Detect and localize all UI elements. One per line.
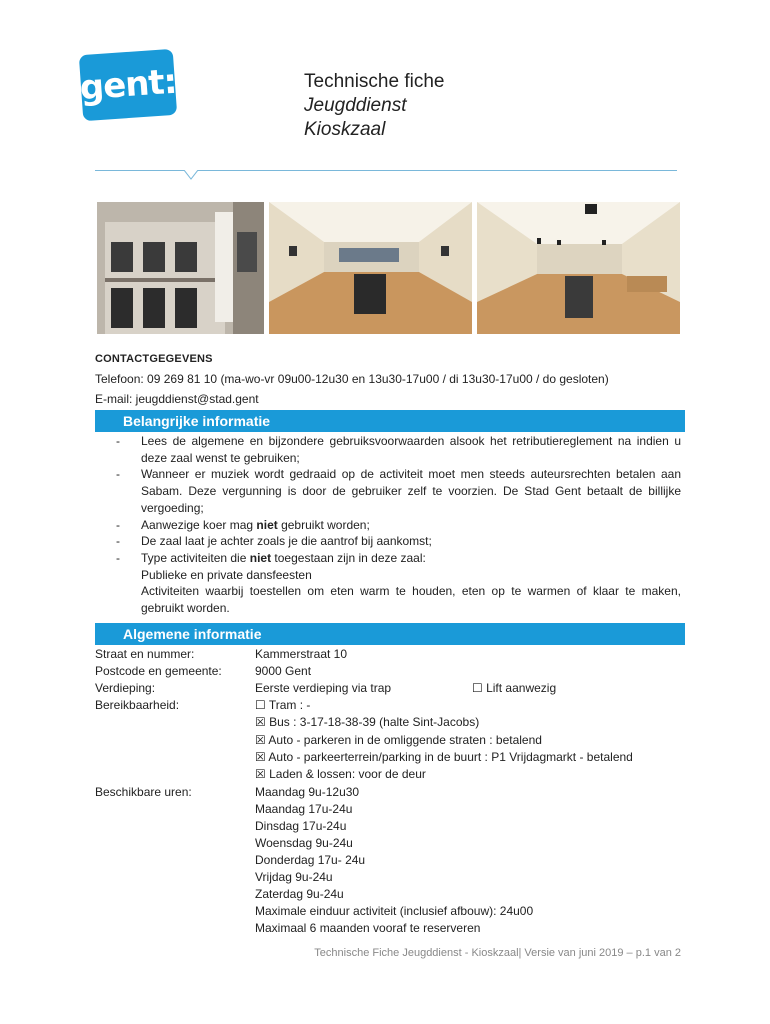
floor-value: Eerste verdieping via trap	[255, 681, 392, 695]
bullet-text: Type activiteiten die	[141, 550, 250, 565]
contact-section	[95, 349, 609, 409]
bullet-text: Wanneer er muziek wordt gedraaid op de activiteit moet men steeds auteursrechten betalen aan Sabam. Deze vergunning is door de gebruiker zelf te voorzien. De Stad Gent betaalt de billijke vergoeding;	[141, 467, 681, 515]
page-subtitle-room: Kioskzaal	[304, 119, 386, 140]
bullet-continuation: Activiteiten waarbij toestellen om eten warm te houden, eten op te warmen of klaar te maken, gebruikt worden.	[141, 584, 681, 616]
list-item: - Wanneer er muziek wordt gedraaid op de activiteit moet men steeds auteursrechten betalen aan Sabam. Deze vergunning is door de gebruiker zelf te voorzien. De Stad Gent betaalt de billijke vergoeding;	[116, 467, 681, 515]
list-item: - Lees de algemene en bijzondere gebruiksvoorwaarden alsook het retributiereglement na indien u deze zaal wenst te gebruiken;	[116, 434, 681, 465]
bullet-text: Lees de algemene en bijzondere gebruiksvoorwaarden alsook het retributiereglement na indien u deze zaal wenst te gebruiken;	[141, 434, 681, 465]
street-value: Kammerstraat 10	[255, 647, 348, 661]
bullet-text: gebruikt worden;	[277, 517, 370, 532]
bullet-emphasis: niet	[256, 517, 278, 532]
hours-label: Beschikbare uren:	[95, 785, 192, 799]
page-title: Technische fiche	[304, 71, 445, 92]
header-divider	[95, 170, 677, 171]
reach-loading: ☒ Laden & lossen: voor de deur	[255, 767, 426, 781]
street-label: Straat en nummer:	[95, 647, 195, 661]
title-block	[304, 70, 444, 142]
list-item: - De zaal laat je achter zoals je die aantrof bij aankomst;	[116, 534, 432, 549]
list-item: - Aanwezige koer mag niet gebruikt worden;	[116, 517, 370, 532]
hours-item: Donderdag 17u- 24u	[255, 853, 366, 867]
hours-max-end: Maximale einduur activiteit (inclusief afbouw): 24u00	[255, 904, 534, 918]
bullet-emphasis: niet	[249, 550, 272, 565]
hours-item: Vrijdag 9u-24u	[255, 870, 333, 884]
hours-item: Woensdag 9u-24u	[255, 836, 353, 850]
reach-car-parking: ☒ Auto - parkeerterrein/parking in de buurt : P1 Vrijdagmarkt - betalend	[255, 750, 633, 764]
hours-item: Zaterdag 9u-24u	[255, 887, 344, 901]
bullet-text: Aanwezige koer mag	[141, 517, 257, 532]
page-subtitle-department: Jeugddienst	[304, 95, 407, 116]
reach-tram: ☐ Tram : -	[255, 698, 311, 712]
general-info-heading: Algemene informatie	[95, 623, 685, 645]
reach-bus: ☒ Bus : 3-17-18-38-39 (halte Sint-Jacobs)	[255, 715, 480, 729]
bullet-text: De zaal laat je achter zoals je die aantrof bij aankomst;	[141, 534, 432, 549]
page-footer: Technische Fiche Jeugddienst - Kioskzaal| Versie van juni 2019 – p.1 van 2	[314, 947, 681, 959]
reach-label: Bereikbaarheid:	[95, 698, 180, 712]
lift-checkbox: ☐ Lift aanwezig	[472, 681, 557, 695]
hours-item: Dinsdag 17u-24u	[255, 819, 347, 833]
reach-car-street: ☒ Auto - parkeren in de omliggende straten : betalend	[255, 733, 542, 747]
hours-item: Maandag 9u-12u30	[255, 785, 360, 799]
gent-logo	[79, 49, 177, 121]
building-facade-photo	[97, 202, 264, 334]
contact-phone: Telefoon: 09 269 81 10 (ma-wo-vr 09u00-12u30 en 13u30-17u00 / di 13u30-17u00 / do gesloten)	[95, 372, 609, 386]
logo-text: gent:	[78, 61, 178, 109]
important-info-heading: Belangrijke informatie	[95, 410, 685, 432]
contact-heading: CONTACTGEGEVENS	[95, 353, 213, 365]
postcode-value: 9000 Gent	[255, 664, 312, 678]
bullet-continuation: Publieke en private dansfeesten	[141, 567, 312, 582]
list-item: - Type activiteiten die niet toegestaan zijn in deze zaal:	[116, 550, 426, 565]
postcode-label: Postcode en gemeente:	[95, 664, 222, 678]
divider-notch-icon	[184, 170, 198, 180]
hours-item: Maandag 17u-24u	[255, 802, 353, 816]
hours-reservation: Maximaal 6 maanden vooraf te reserveren	[255, 921, 481, 935]
room-photo-2	[477, 202, 680, 334]
important-info-list	[116, 433, 681, 617]
contact-email: E-mail: jeugddienst@stad.gent	[95, 392, 259, 406]
floor-label: Verdieping:	[95, 681, 156, 695]
room-photo-1	[269, 202, 472, 334]
photo-strip	[97, 202, 681, 334]
bullet-text: toegestaan zijn in deze zaal:	[271, 550, 426, 565]
